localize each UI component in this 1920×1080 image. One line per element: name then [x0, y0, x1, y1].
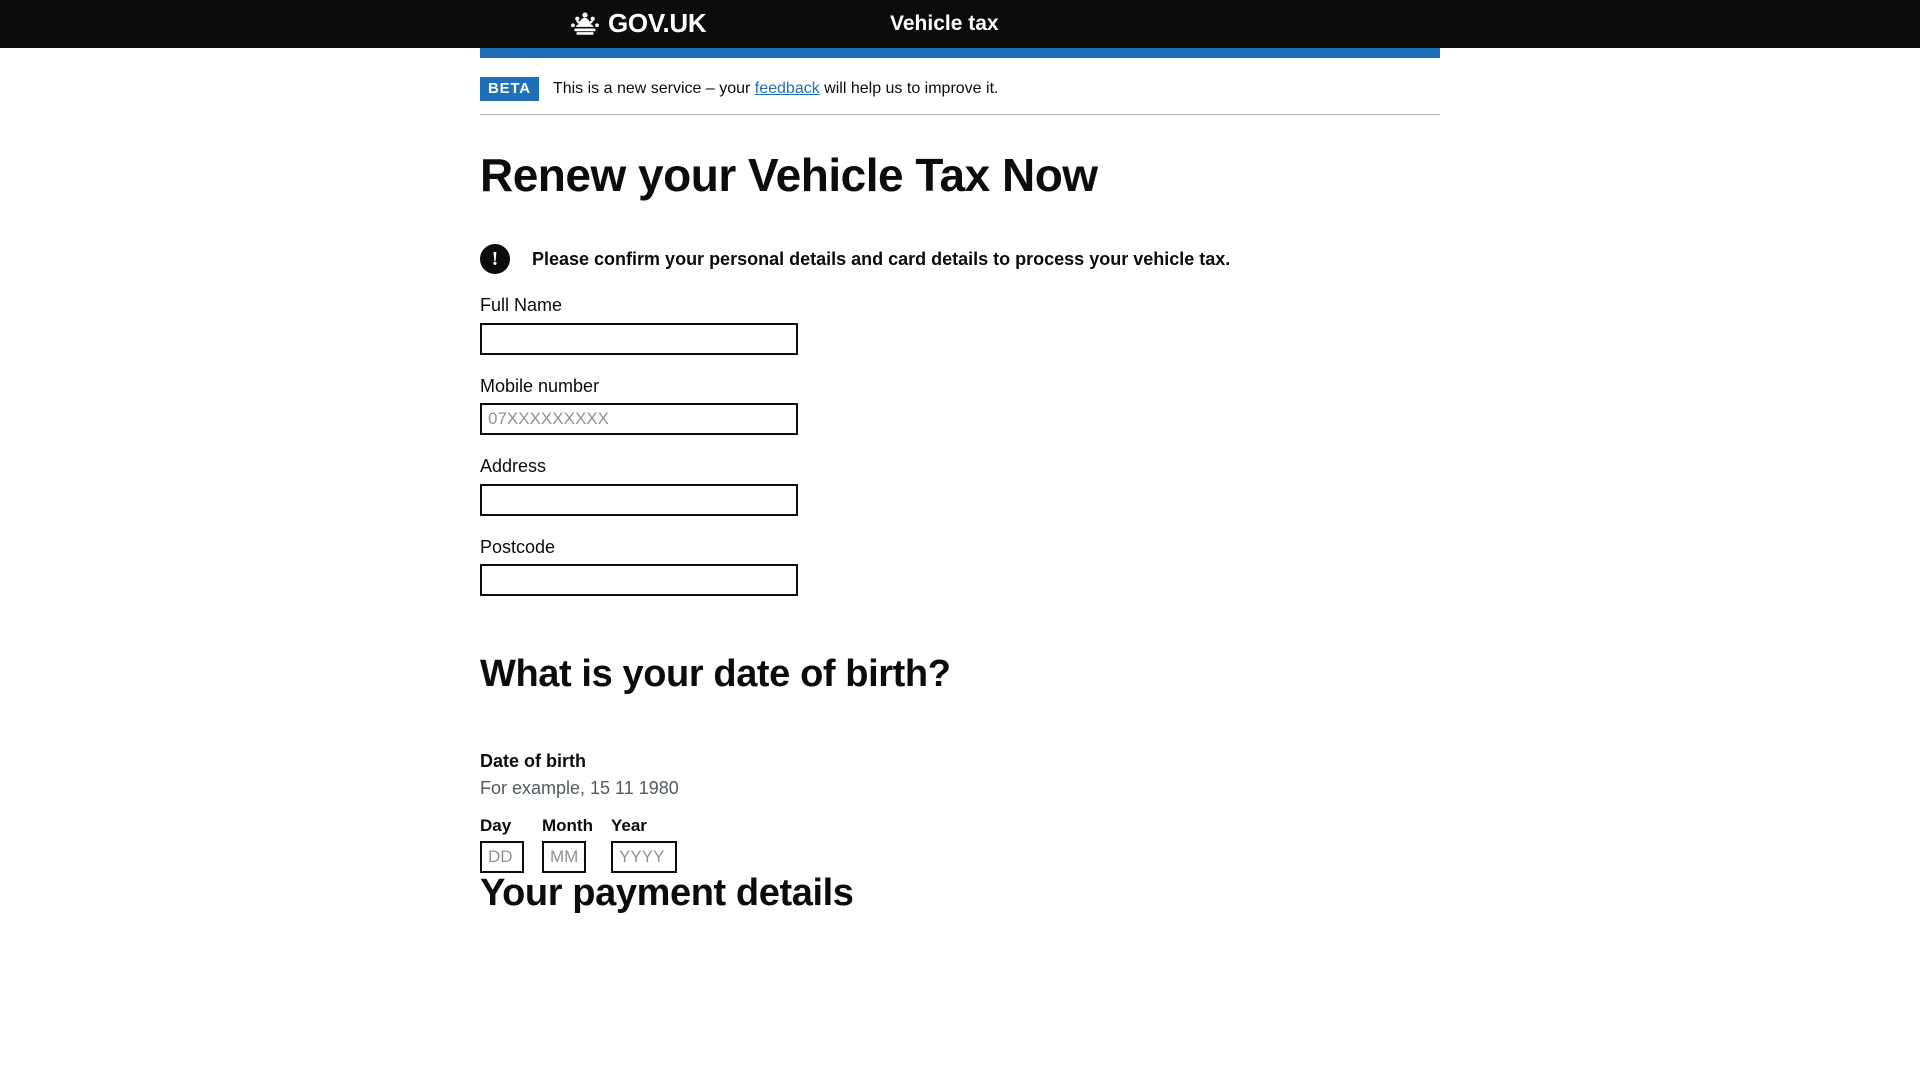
- feedback-link[interactable]: feedback: [754, 79, 820, 97]
- dob-year-label: Year: [610, 815, 647, 835]
- address-label: Address: [480, 456, 547, 477]
- page-title: Renew your Vehicle Tax Now: [480, 149, 1098, 201]
- phase-text-before: This is a new service – your: [552, 79, 751, 97]
- full-name-group: [480, 294, 1440, 355]
- dob-day-group: [480, 815, 524, 873]
- mobile-number-label: Mobile number: [480, 375, 600, 396]
- date-of-birth-hint: For example, 15 11 1980: [480, 778, 679, 799]
- date-of-birth-legend: Date of birth: [480, 750, 586, 771]
- full-name-label: Full Name: [480, 295, 563, 316]
- govuk-logo-text: GOV.UK: [608, 8, 707, 38]
- date-of-birth-heading: What is your date of birth?: [480, 653, 951, 696]
- confirm-details-text: Please confirm your personal details and card details to process your vehicle tax.: [532, 248, 1231, 269]
- postcode-group: [480, 536, 1440, 597]
- address-group: [480, 455, 1440, 516]
- phase-banner-text: [553, 79, 999, 100]
- mobile-number-group: [480, 375, 1440, 436]
- service-name-link[interactable]: Vehicle tax: [890, 12, 999, 35]
- payment-details-heading: Your payment details: [480, 871, 854, 914]
- dob-month-label: Month: [542, 815, 593, 835]
- dob-day-label: Day: [480, 815, 512, 835]
- govuk-logo-link[interactable]: [568, 8, 706, 40]
- date-of-birth-fieldset: [480, 750, 1440, 873]
- dob-year-input[interactable]: [611, 841, 677, 873]
- postcode-label: Postcode: [480, 536, 556, 557]
- address-input[interactable]: [480, 484, 798, 516]
- dob-year-group: [611, 815, 677, 873]
- crown-icon: [568, 11, 602, 37]
- exclamation-icon: !: [480, 244, 510, 274]
- site-header: [0, 0, 1920, 48]
- mobile-number-input[interactable]: [480, 403, 798, 435]
- full-name-input[interactable]: [480, 323, 798, 355]
- dob-month-input[interactable]: [542, 841, 586, 873]
- phase-banner: [480, 65, 1440, 115]
- postcode-input[interactable]: [480, 564, 798, 596]
- beta-tag: BETA: [480, 77, 539, 101]
- blue-accent-bar: [480, 48, 1440, 58]
- confirm-details-warning: [480, 244, 1440, 274]
- page-content: [480, 65, 1440, 915]
- phase-text-after: will help us to improve it.: [824, 79, 999, 97]
- dob-month-group: [542, 815, 593, 873]
- dob-day-input[interactable]: [480, 841, 524, 873]
